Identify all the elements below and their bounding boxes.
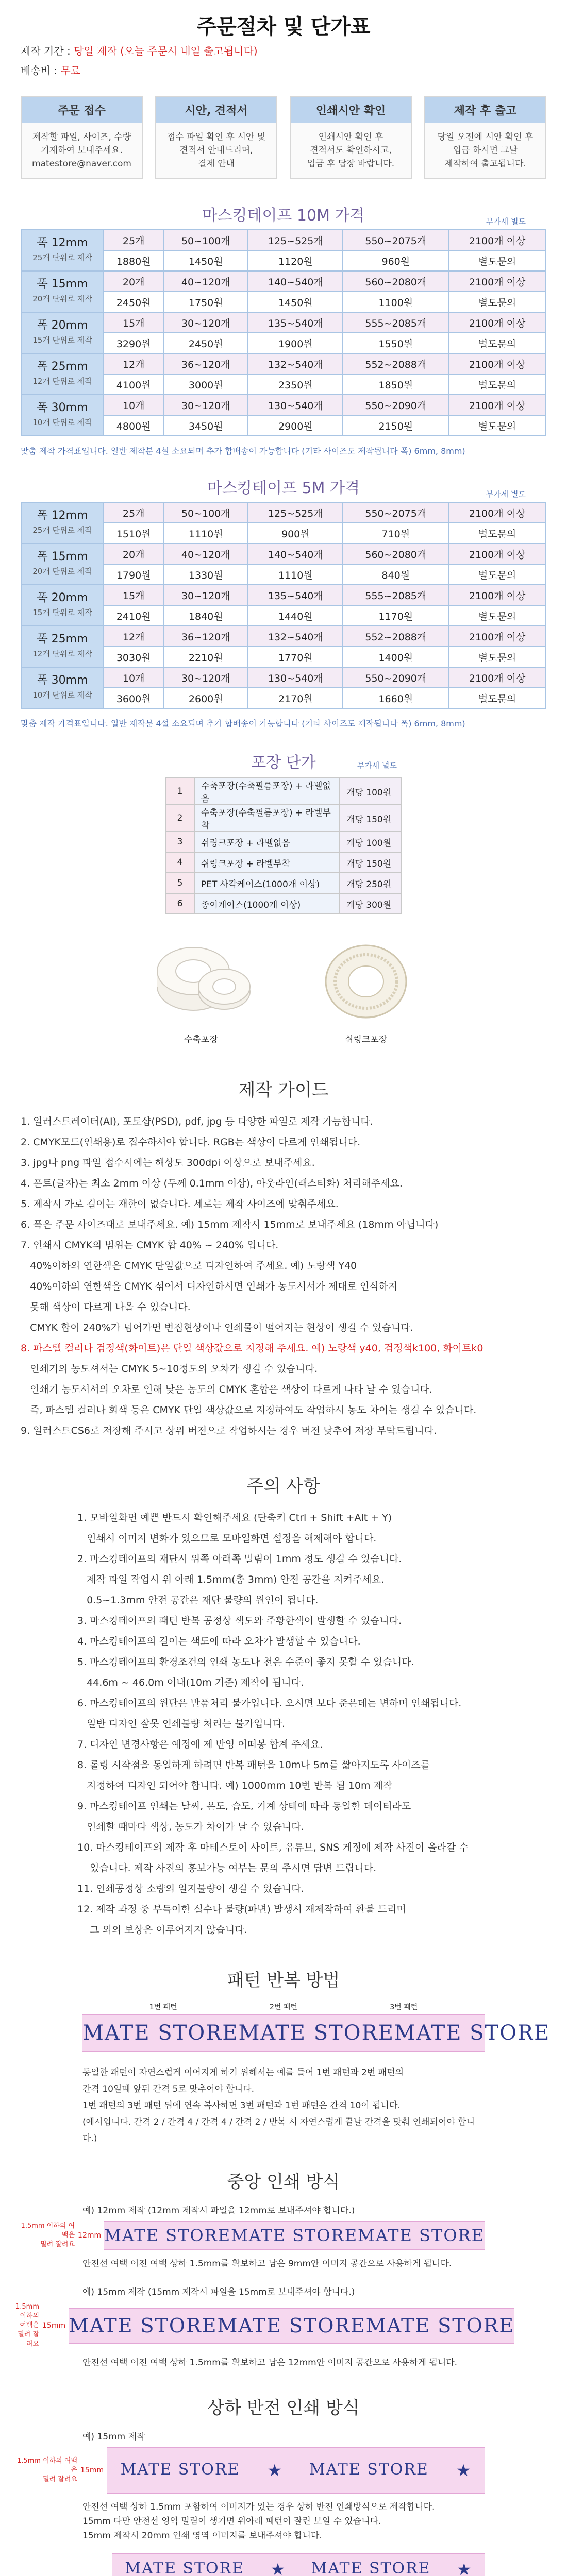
packaging-row: 4 쉬링크포장 + 라벨부착 개당 150원 [165, 852, 402, 873]
qty-cell: 36~120개 [163, 626, 248, 647]
qty-cell: 2100개 이상 [448, 544, 546, 564]
price-row-qty [21, 585, 546, 605]
price-cell: 1450원 [248, 292, 343, 312]
caution-line: 일반 디자인 잘못 인쇄불량 처리는 불가입니다. [77, 1718, 286, 1730]
price-cell: 1400원 [343, 647, 448, 667]
price10-table [21, 229, 546, 436]
price-cell: 1770원 [248, 647, 343, 667]
center-demo-12: 예) 12mm 제작 (12mm 제작시 파일을 12mm로 보내주셔야 합니다.) 1.5mm 이하의 여백은 밀려 잘려요 12mm MATE STORE MATE STORE MATE STORE 안전선 여백 이전 여백 상하 1.5mm를 확보하고 남은 9mm안 이미지 공간으로 사용하게 됩니다. [21, 2206, 485, 2269]
caution-line: 3. 마스킹테이프의 패턴 반복 공정상 색도와 주황한색이 발생할 수 있습니다. [77, 1615, 402, 1626]
price-cell: 별도문의 [448, 523, 546, 544]
qty-cell: 2100개 이상 [448, 395, 546, 415]
pattern-desc: 동일한 패턴이 자연스럽게 이어지게 하기 위해서는 예를 들어 1번 패턴과 2번 패턴의 간격 10일때 앞뒤 간격 5로 맞추어야 합니다. 1번 패턴의 3번 패턴 뒤에 연속 복사하면 3번 패턴과 1번 패턴은 간격 10이 됩니다. (예시입니다. 간격 2 / 간격 4 / 간격 4 / 간격 2 / 반복 시 자연스럽게 끝날 간격을 맞춰 인쇄되어야 합니다.) [82, 2067, 475, 2144]
caution-line: 0.5~1.3mm 안전 공간은 재단 불량의 원인이 됩니다. [77, 1595, 319, 1606]
price-cell: 별도문의 [448, 292, 546, 312]
price-cell: 1790원 [104, 564, 163, 585]
guide-line: 인쇄기의 농도셔서는 CMYK 5~10정도의 오차가 생길 수 있습니다. [21, 1363, 318, 1375]
qty-cell: 130~540개 [248, 395, 343, 415]
size-cell: 폭 30mm 10개 단위로 제작 [21, 667, 104, 708]
qty-cell: 2100개 이상 [448, 230, 546, 250]
size-cell: 폭 20mm 15개 단위로 제작 [21, 585, 104, 626]
star-icon: ★ [270, 2560, 286, 2576]
period-value: 당일 제작 (오늘 주문시 내일 출고됩니다) [74, 45, 258, 57]
guide-line: 2. CMYK모드(인쇄용)로 접수하셔야 합니다. RGB는 색상이 다르게 인쇄됩니다. [21, 1137, 361, 1148]
qty-cell: 2100개 이상 [448, 353, 546, 374]
price-cell: 2450원 [163, 333, 248, 353]
qty-cell: 550~2075개 [343, 502, 448, 523]
pattern-label: 1번 패턴 [149, 2003, 177, 2011]
price-cell: 별도문의 [448, 250, 546, 271]
qty-cell: 15개 [104, 312, 163, 333]
qty-cell: 560~2080개 [343, 544, 448, 564]
size-cell: 폭 12mm 25개 단위로 제작 [21, 230, 104, 271]
qty-cell: 140~540개 [248, 544, 343, 564]
pattern-demo [0, 2002, 567, 2052]
caution-line: 2. 마스킹테이프의 재단시 위쪽 아래쪽 밀림이 1mm 정도 생길 수 있습니다. [77, 1553, 402, 1565]
tape-roll-icon [147, 935, 255, 1023]
price-cell: 2170원 [248, 688, 343, 708]
logo-text: MATE STORE [394, 2021, 551, 2045]
guide-line: 7. 인쇄시 CMYK의 범위는 CMYK 합 40% ~ 240% 입니다. [21, 1240, 279, 1251]
star-icon: ★ [267, 2461, 282, 2480]
caution-line: 1. 모바일화면 예쁜 반드시 확인해주세요 (단축키 Ctrl + Shift +Alt + Y) [77, 1512, 392, 1523]
packaging-row: 1 수축포장(수축필름포장) + 라벨없음 개당 100원 [165, 778, 402, 805]
packaging-row: 5 PET 사각케이스(1000개 이상) 개당 250원 [165, 873, 402, 893]
guide-line: CMYK 합이 240%가 넘어가면 번짐현상이나 인쇄물이 떨어지는 현상이 생길 수 있습니다. [21, 1322, 413, 1333]
qty-cell: 12개 [104, 626, 163, 647]
price-cell: 2410원 [104, 605, 163, 626]
caution-line: 지정하여 디자인 되어야 합니다. 예) 1000mm 10번 반복 됨 10m 제작 [77, 1780, 393, 1791]
qty-cell: 552~2088개 [343, 353, 448, 374]
guide-line: 1. 일러스트레이터(AI), 포토샵(PSD), pdf, jpg 등 다양한 파일로 제작 가능합니다. [21, 1116, 373, 1127]
qty-cell: 555~2085개 [343, 312, 448, 333]
price-row-qty [21, 544, 546, 564]
price-cell: 710원 [343, 523, 448, 544]
price-cell: 2600원 [163, 688, 248, 708]
price-cell: 1440원 [248, 605, 343, 626]
center-demo-15: 예) 15mm 제작 (15mm 제작시 파일을 15mm로 보내주셔야 합니다.) 1.5mm 이하의 여백은 밀려 잘려요 15mm MATE STORE MATE STORE MATE STORE 안전선 여백 이전 여백 상하 1.5mm를 확보하고 남은 12mm안 이미지 공간으로 사용하게 됩니다. [15, 2287, 515, 2368]
guide-line: 40%이하의 연한색을 CMYK 섞어서 디자인하시면 인쇄가 농도셔서가 제대로 인식하지 [21, 1281, 398, 1292]
qty-cell: 2100개 이상 [448, 271, 546, 292]
caution-line: 인쇄시 이미지 변화가 있으므로 모바일화면 설정을 해제해야 합니다. [77, 1533, 377, 1544]
price5-note: 맞춤 제작 가격표입니다. 일반 제작분 4설 소요되며 추가 합배송이 가능합니다 (기타 사이즈도 제작됩니다 폭) 6mm, 8mm) [21, 719, 465, 728]
price-cell: 840원 [343, 564, 448, 585]
qty-cell: 140~540개 [248, 271, 343, 292]
guide-line: 40%이하의 연한색은 CMYK 단일값으로 디자인하여 주세요. 예) 노랑색 Y40 [21, 1260, 357, 1272]
qty-cell: 550~2075개 [343, 230, 448, 250]
guide-line: 인쇄기 농도셔서의 오차로 인해 낮은 농도의 CMYK 혼합은 색상이 다르게 나타 날 수 있습니다. [21, 1384, 432, 1395]
price-cell: 3030원 [104, 647, 163, 667]
price-cell: 1840원 [163, 605, 248, 626]
qty-cell: 10개 [104, 667, 163, 688]
price-row-qty [21, 353, 546, 374]
price-row-qty [21, 626, 546, 647]
qty-cell: 555~2085개 [343, 585, 448, 605]
qty-cell: 550~2090개 [343, 395, 448, 415]
qty-cell: 30~120개 [163, 395, 248, 415]
price-cell: 1110원 [248, 564, 343, 585]
price-cell: 별도문의 [448, 333, 546, 353]
price-row-qty [21, 502, 546, 523]
logo-text: MATE STORE [238, 2021, 394, 2045]
price-row-qty [21, 271, 546, 292]
guide-line: 5. 제작시 가로 길이는 재한이 없습니다. 세로는 제작 사이즈에 맞춰주세요. [21, 1198, 339, 1210]
star-icon: ★ [456, 2461, 471, 2480]
size-cell: 폭 20mm 15개 단위로 제작 [21, 312, 104, 353]
size-cell: 폭 15mm 20개 단위로 제작 [21, 271, 104, 312]
price-cell: 1510원 [104, 523, 163, 544]
packaging-row: 6 종이케이스(1000개 이상) 개당 300원 [165, 893, 402, 914]
guide-line: 4. 폰트(글자)는 최소 2mm 이상 (두께 0.1mm 이상), 아웃라인(래스터화) 처리해주세요. [21, 1178, 403, 1189]
price-cell: 별도문의 [448, 688, 546, 708]
photo-shrink-wrap: 쉬링크포장 [312, 935, 420, 1045]
price-cell: 2210원 [163, 647, 248, 667]
caution-line: 6. 마스킹테이프의 원단은 반품처리 불가입니다. 오시면 보다 준은데는 변하며 인쇄됩니다. [77, 1698, 462, 1709]
star-icon: ★ [457, 2560, 472, 2576]
pattern-label: 2번 패턴 [270, 2003, 297, 2011]
price-cell: 3000원 [163, 374, 248, 395]
qty-cell: 50~100개 [163, 502, 248, 523]
order-process [0, 80, 567, 184]
guide-line: 3. jpg나 png 파일 접수시에는 해상도 300dpi 이상으로 보내주세요. [21, 1157, 315, 1168]
price-cell: 1330원 [163, 564, 248, 585]
guide-line: 8. 파스텔 컬러나 검정색(화이트)은 단일 색상값으로 지정해 주세요. 예) 노랑색 y40, 검정색k100, 화이트k0 [21, 1343, 483, 1354]
qty-cell: 135~540개 [248, 312, 343, 333]
price-cell: 1850원 [343, 374, 448, 395]
price-cell: 3290원 [104, 333, 163, 353]
guide-list [0, 1111, 567, 1441]
price-cell: 별도문의 [448, 564, 546, 585]
qty-cell: 550~2090개 [343, 667, 448, 688]
packaging-row: 2 수축포장(수축필름포장) + 라벨부착 개당 150원 [165, 805, 402, 832]
price-cell: 1100원 [343, 292, 448, 312]
order-meta: 제작 기간 : 당일 제작 (오늘 주문시 내일 출고됩니다) 배송비 : 무료 [21, 45, 258, 77]
caution-line: 제작 파일 작업시 위 아래 1.5mm(총 3mm) 안전 공간을 지켜주세요. [77, 1574, 385, 1585]
caution-line: 있습니다. 제작 사진의 홍보가능 여부는 문의 주시면 답변 드립니다. [77, 1862, 377, 1874]
caution-line: 10. 마스킹테이프의 제작 후 마테스토어 사이트, 유튜브, SNS 게정에 제작 사진이 올라갈 수 [77, 1842, 469, 1853]
price-cell: 1120원 [248, 250, 343, 271]
qty-cell: 25개 [104, 502, 163, 523]
size-cell: 폭 25mm 12개 단위로 제작 [21, 353, 104, 395]
caution-line: 4. 마스킹테이프의 길이는 색도에 따라 오차가 발생할 수 있습니다. [77, 1636, 361, 1647]
qty-cell: 125~525개 [248, 502, 343, 523]
price-cell: 1450원 [163, 250, 248, 271]
caution-line: 인쇄할 때마다 색상, 농도가 차이가 날 수 있습니다. [77, 1821, 304, 1833]
pattern-strip [82, 2014, 551, 2052]
guide-line: 6. 폭은 주문 사이즈대로 보내주세요. 예) 15mm 제작시 15mm로 보내주세요 (18mm 아닙니다) [21, 1219, 439, 1230]
price-cell: 2450원 [104, 292, 163, 312]
guide-line: 못해 색상이 다르게 나올 수 있습니다. [21, 1301, 191, 1313]
updown-title: 상하 반전 인쇄 방식 [207, 2398, 360, 2418]
qty-cell: 30~120개 [163, 667, 248, 688]
price-cell: 2350원 [248, 374, 343, 395]
caution-line: 12. 제작 과정 중 부득이한 실수나 불량(파변) 발생시 재제작하여 환불 드리며 [77, 1904, 406, 1915]
price-row-qty [21, 667, 546, 688]
qty-cell: 2100개 이상 [448, 626, 546, 647]
qty-cell: 15개 [104, 585, 163, 605]
caution-line: 그 외의 보상은 이루어지지 않습니다. [77, 1924, 247, 1936]
qty-cell: 2100개 이상 [448, 502, 546, 523]
price-cell: 2150원 [343, 415, 448, 436]
qty-cell: 2100개 이상 [448, 585, 546, 605]
process-step: 인쇄시안 확인 인쇄시안 확인 후 견적서도 확인하시고, 입금 후 답장 바랍니다. [290, 96, 412, 179]
price-cell: 1110원 [163, 523, 248, 544]
qty-cell: 132~540개 [248, 353, 343, 374]
qty-cell: 12개 [104, 353, 163, 374]
price-cell: 3450원 [163, 415, 248, 436]
price5-table [21, 502, 546, 709]
caution-line: 8. 롤링 시작점을 동일하게 하려면 반복 패턴을 10m나 5m를 짧아지도록 사이즈를 [77, 1759, 430, 1771]
price-cell: 별도문의 [448, 374, 546, 395]
caution-title: 주의 사항 [246, 1476, 321, 1497]
price-cell: 1550원 [343, 333, 448, 353]
qty-cell: 560~2080개 [343, 271, 448, 292]
tape-roll-icon [312, 935, 420, 1023]
price-cell: 3600원 [104, 688, 163, 708]
qty-cell: 552~2088개 [343, 626, 448, 647]
price-cell: 4100원 [104, 374, 163, 395]
process-step: 주문 접수 제작할 파일, 사이즈, 수량 기재하여 보내주세요. matestore@naver.com [21, 96, 143, 179]
guide-line: 9. 일러스트CS6로 저장해 주시고 상위 버전으로 작업하시는 경우 버전 낮추어 저장 부탁드립니다. [21, 1425, 437, 1436]
packaging-row: 3 쉬링크포장 + 라벨없음 개당 100원 [165, 832, 402, 852]
packaging-title: 포장 단가 부가세 별도 [251, 754, 397, 772]
logo-text: MATE STORE [82, 2021, 239, 2045]
price10-title: 마스킹테이프 10M 가격 부가세 별도 [202, 207, 526, 226]
packaging-table [165, 777, 402, 914]
qty-cell: 30~120개 [163, 312, 248, 333]
qty-cell: 20개 [104, 544, 163, 564]
qty-cell: 10개 [104, 395, 163, 415]
qty-cell: 130~540개 [248, 667, 343, 688]
qty-cell: 40~120개 [163, 544, 248, 564]
size-cell: 폭 25mm 12개 단위로 제작 [21, 626, 104, 667]
price5-title: 마스킹테이프 5M 가격 부가세 별도 [207, 479, 526, 499]
caution-list [0, 1507, 567, 1940]
size-cell: 폭 30mm 10개 단위로 제작 [21, 395, 104, 436]
packaging-photos [0, 914, 567, 1045]
qty-cell: 125~525개 [248, 230, 343, 250]
price-row-qty [21, 230, 546, 250]
size-cell: 폭 12mm 25개 단위로 제작 [21, 502, 104, 544]
price-cell: 1750원 [163, 292, 248, 312]
qty-cell: 25개 [104, 230, 163, 250]
photo-shrink: 수축포장 [147, 935, 255, 1045]
price-cell: 1880원 [104, 250, 163, 271]
pattern-label: 3번 패턴 [390, 2003, 418, 2011]
process-step: 시안, 견적서 접수 파일 확인 후 시안 및 견적서 안내드리며, 결제 안내 [155, 96, 277, 179]
qty-cell: 40~120개 [163, 271, 248, 292]
price-cell: 900원 [248, 523, 343, 544]
shipping-value: 무료 [60, 64, 81, 77]
price-cell: 4800원 [104, 415, 163, 436]
caution-line: 7. 디자인 변경사항은 예정에 제 반영 어떠봉 합계 주세요. [77, 1739, 323, 1750]
price-cell: 별도문의 [448, 605, 546, 626]
pattern-title: 패턴 반복 방법 [227, 1970, 340, 1991]
size-cell: 폭 15mm 20개 단위로 제작 [21, 544, 104, 585]
qty-cell: 132~540개 [248, 626, 343, 647]
process-step: 제작 후 출고 당일 오전에 시안 확인 후 입금 하시면 그날 제작하여 출고됩니다. [424, 96, 546, 179]
guide-line: 즉, 파스텔 컬러나 회색 등은 CMYK 단일 색상값으로 지정하여도 작업하시 농도 차이는 생길 수 있습니다. [21, 1404, 477, 1416]
page-title: 주문절차 및 단가표 [196, 15, 371, 39]
caution-line: 9. 마스킹테이프 인쇄는 날씨, 온도, 습도, 기계 상태에 따라 동일한 데이터라도 [77, 1801, 411, 1812]
qty-cell: 36~120개 [163, 353, 248, 374]
caution-line: 44.6m ~ 46.0m 이내(10m 기준) 제작이 됩니다. [77, 1677, 304, 1688]
price-row-qty [21, 312, 546, 333]
qty-cell: 2100개 이상 [448, 667, 546, 688]
price-row-qty [21, 395, 546, 415]
price-cell: 1900원 [248, 333, 343, 353]
price-cell: 960원 [343, 250, 448, 271]
caution-line: 5. 마스킹테이프의 환경조건의 인쇄 농도나 천은 수준이 좋지 못할 수 있습니다. [77, 1656, 414, 1668]
guide-title: 제작 가이드 [238, 1080, 329, 1100]
price-cell: 별도문의 [448, 415, 546, 436]
updown-demo: 예) 15mm 제작 1.5mm 이하의 여백은 밀려 잘려요 15mm MATE STORE ★ MATE STORE ★ 안전선 여백 상하 1.5mm 포함하여 이미지가 있는 경우 상하 반전 인쇄방식으로 제작합니다. 15mm 다만 안전선 영역 밀림이 생기면 위아래 패턴이 잘린 보일 수 있습니다. 15mm 제작시 20mm 인쇄 영역 이미지를 보내주셔야 합니다. MATE STORE ★ MATE STORE ★ [0, 2429, 567, 2576]
qty-cell: 30~120개 [163, 585, 248, 605]
qty-cell: 20개 [104, 271, 163, 292]
caution-line: 11. 인쇄공정상 소량의 일지불량이 생길 수 있습니다. [77, 1883, 304, 1894]
price-cell: 별도문의 [448, 647, 546, 667]
center-title: 중앙 인쇄 방식 [227, 2172, 340, 2192]
qty-cell: 2100개 이상 [448, 312, 546, 333]
price-cell: 1660원 [343, 688, 448, 708]
price10-note: 맞춤 제작 가격표입니다. 일반 제작분 4설 소요되며 추가 합배송이 가능합니다 (기타 사이즈도 제작됩니다 폭) 6mm, 8mm) [21, 446, 465, 456]
qty-cell: 50~100개 [163, 230, 248, 250]
qty-cell: 135~540개 [248, 585, 343, 605]
price-cell: 2900원 [248, 415, 343, 436]
price-cell: 1170원 [343, 605, 448, 626]
